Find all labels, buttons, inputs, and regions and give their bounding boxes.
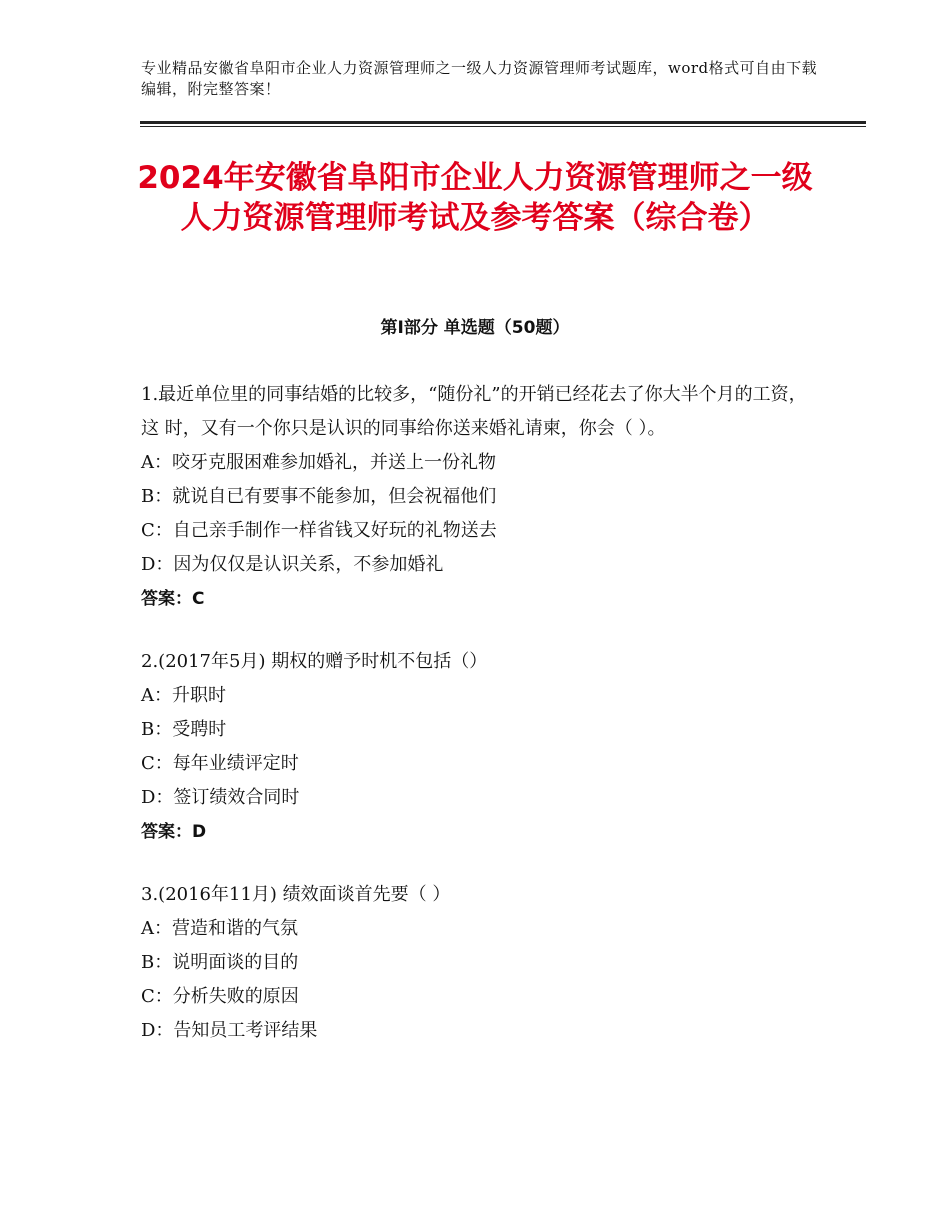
option-a: A：营造和谐的气氛 bbox=[141, 918, 298, 939]
question-3 bbox=[141, 878, 821, 1048]
document-title: 2024年安徽省阜阳市企业人力资源管理师之一级人力资源管理师考试及参考答案（综合卷） bbox=[137, 160, 813, 236]
option-c: C：自己亲手制作一样省钱又好玩的礼物送去 bbox=[141, 520, 497, 541]
option-d: D：因为仅仅是认识关系，不参加婚礼 bbox=[141, 554, 444, 575]
option-a: A：咬牙克服困难参加婚礼，并送上一份礼物 bbox=[141, 452, 496, 473]
question-2 bbox=[141, 645, 821, 849]
question-stem: 3.(2016年11月) 绩效面谈首先要（ ） bbox=[141, 884, 451, 905]
option-d: D：告知员工考评结果 bbox=[141, 1020, 318, 1041]
header-rule-thin bbox=[140, 126, 866, 127]
option-b: B：说明面谈的目的 bbox=[141, 952, 299, 973]
section-heading: 第Ⅰ部分 单选题（50题） bbox=[380, 318, 570, 338]
answer-line: 答案：D bbox=[141, 822, 207, 842]
option-a: A：升职时 bbox=[141, 685, 226, 706]
answer-line: 答案：C bbox=[141, 589, 205, 609]
header-note: 专业精品安徽省阜阳市企业人力资源管理师之一级人力资源管理师考试题库，word格式可自由下载编辑，附完整答案！ bbox=[141, 59, 818, 98]
question-list bbox=[141, 378, 821, 1077]
option-d: D：签订绩效合同时 bbox=[141, 787, 300, 808]
option-c: C：分析失败的原因 bbox=[141, 986, 299, 1007]
header-rule-thick bbox=[140, 121, 866, 124]
option-b: B：受聘时 bbox=[141, 719, 227, 740]
option-b: B：就说自已有要事不能参加，但会祝福他们 bbox=[141, 486, 497, 507]
question-stem: 2.(2017年5月) 期权的赠予时机不包括（） bbox=[141, 651, 488, 672]
question-1 bbox=[141, 378, 821, 616]
question-stem: 1.最近单位里的同事结婚的比较多，“随份礼”的开销已经花去了你大半个月的工资，这 时，又有一个你只是认识的同事给你送来婚礼请柬，你会（ ）。 bbox=[141, 384, 807, 439]
option-c: C：每年业绩评定时 bbox=[141, 753, 299, 774]
